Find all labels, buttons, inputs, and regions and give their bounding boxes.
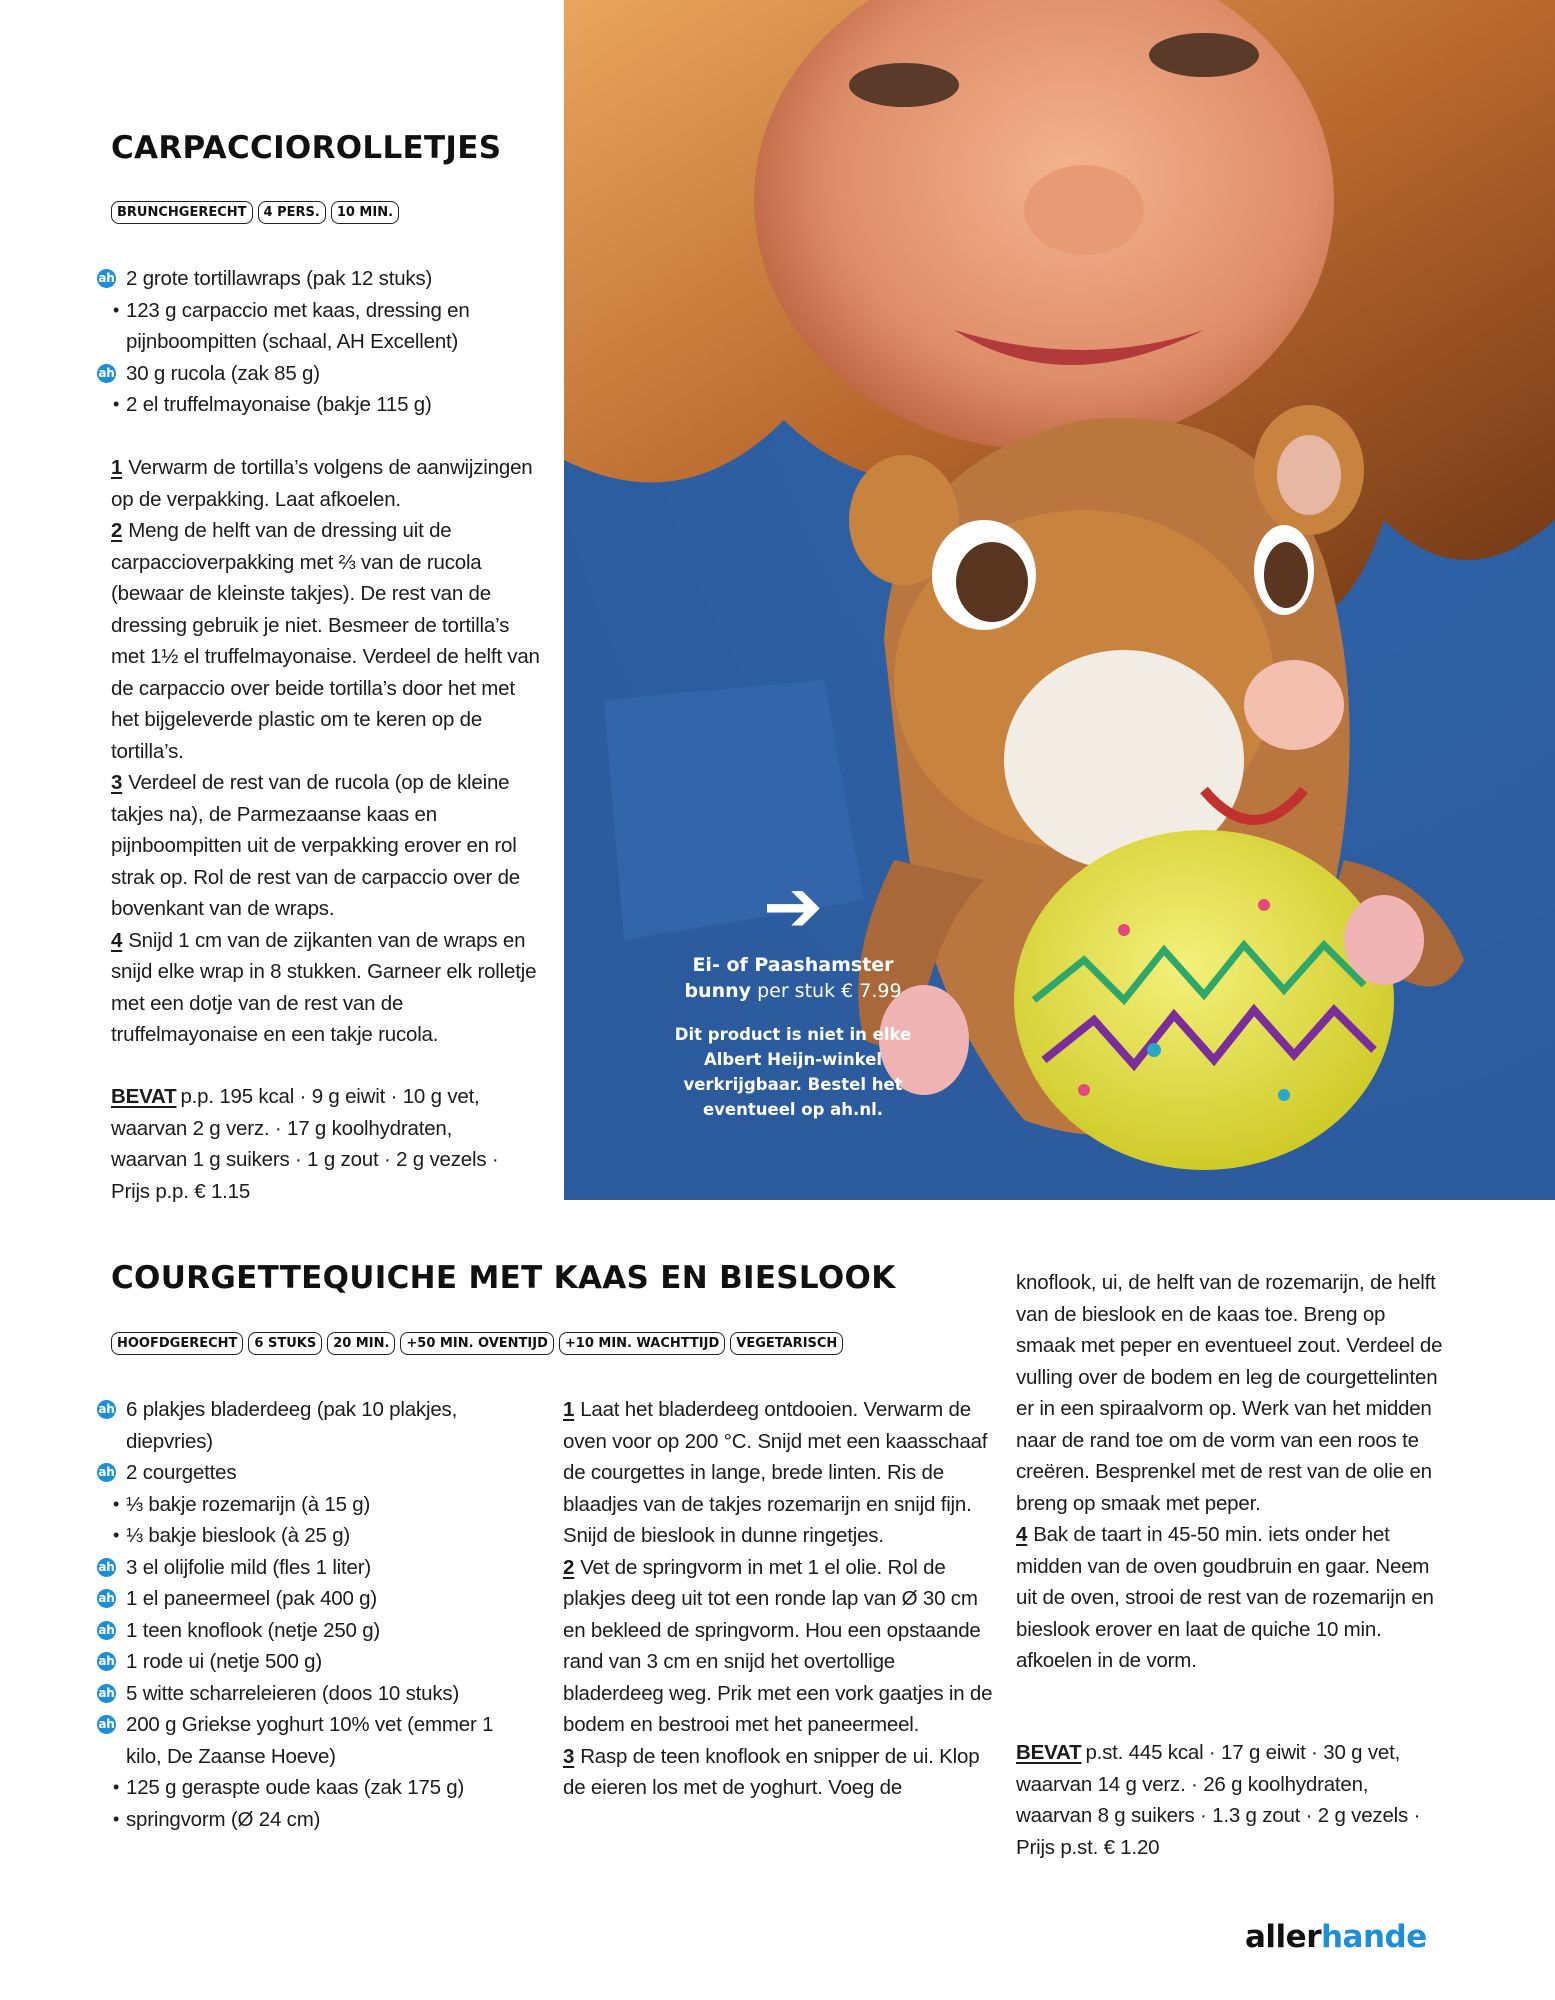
ah-logo-icon: ah — [97, 1684, 116, 1703]
step: 1 Laat het bladerdeeg ontdooien. Verwarm de oven voor op 200 °C. Snijd met een kaasschaaf de courgettes in lange, brede linten. Ris de blaadjes van de takjes rozemarijn en snijd fijn. Snijd de bieslook in dunne ringetjes. — [563, 1398, 988, 1547]
tag: 4 PERS. — [258, 201, 326, 224]
step: 4 Snijd 1 cm van de zijkanten van de wraps en snijd elke wrap in 8 stukken. Garneer elk rolletje met een dotje van de rest van de truffelmayonaise en een takje rucola. — [111, 928, 537, 1046]
ah-logo-icon: ah — [97, 1621, 116, 1640]
ah-logo-icon: ah — [97, 1463, 116, 1482]
tag: BRUNCHGERECHT — [111, 201, 253, 224]
ingredient: • springvorm (Ø 24 cm) — [111, 1804, 511, 1836]
step: 2 Vet de springvorm in met 1 el olie. Rol de plakjes deeg uit tot een ronde lap van Ø 30 cm en bekleed de springvorm. Hou een opstaande rand van 3 cm en snijd het overtollige bladerdeeg weg. Prik met een vork gaatjes in de bodem en bestrooi met het paneermeel. — [563, 1555, 993, 1736]
tag: VEGETARISCH — [730, 1332, 843, 1355]
ingredient: • 2 el truffelmayonaise (bakje 115 g) — [111, 389, 531, 421]
ingredient: ah 1 teen knoflook (netje 250 g) — [98, 1618, 381, 1642]
recipe1-tags — [111, 201, 399, 224]
ingredient: ah 2 courgettes — [98, 1461, 237, 1484]
step: 3 Verdeel de rest van de rucola (op de kleine takjes na), de Parmezaanse kaas en pijnboompitten uit de verpakking erover en rol strak op. Rol de rest van de carpaccio over de bovenkant van de wraps. — [111, 771, 520, 920]
ingredient: • 125 g geraspte oude kaas (zak 175 g) — [111, 1772, 511, 1804]
ingredient: ah 5 witte scharreleieren (doos 10 stuks) — [98, 1681, 460, 1705]
allerhande-logo: allerhande — [1245, 1919, 1427, 1955]
recipe1-nutrition: BEVAT p.p. 195 kcal · 9 g eiwit · 10 g vet, waarvan 2 g verz. · 17 g koolhydraten, waarvan 1 g suikers · 1 g zout · 2 g vezels · Prijs p.p. € 1.15 — [111, 1085, 499, 1203]
ingredient: • ⅓ bakje rozemarijn (à 15 g) — [111, 1489, 511, 1521]
ingredient: • ⅓ bakje bieslook (à 25 g) — [111, 1520, 511, 1552]
ah-logo-icon: ah — [97, 364, 116, 383]
recipe2-nutrition: BEVAT p.st. 445 kcal · 17 g eiwit · 30 g vet, waarvan 14 g verz. · 26 g koolhydraten, waarvan 8 g suikers · 1.3 g zout · 2 g vezels · Prijs p.st. € 1.20 — [1016, 1741, 1421, 1859]
recipe2-tags — [111, 1332, 843, 1355]
step: 1 Verwarm de tortilla’s volgens de aanwijzingen op de verpakking. Laat afkoelen. — [111, 456, 533, 511]
ingredient: ah 6 plakjes bladerdeeg (pak 10 plakjes, diepvries) — [98, 1398, 458, 1453]
ingredient: ah 3 el olijfolie mild (fles 1 liter) — [98, 1555, 371, 1579]
tag: +50 MIN. OVENTIJD — [400, 1332, 553, 1355]
product-note: Dit product is niet in elke Albert Heijn-winkel verkrijgbaar. Bestel het eventueel op ah.nl. — [674, 1025, 912, 1119]
tag: 20 MIN. — [327, 1332, 395, 1355]
product-caption — [668, 864, 918, 1122]
tag: +10 MIN. WACHTTIJD — [559, 1332, 725, 1355]
ah-logo-icon: ah — [97, 1558, 116, 1577]
ah-logo-icon: ah — [97, 1715, 116, 1734]
step: 3 Rasp de teen knoflook en snipper de ui. Klop de eieren los met de yoghurt. Voeg de — [563, 1744, 980, 1799]
ah-logo-icon: ah — [97, 1589, 116, 1608]
step: 2 Meng de helft van de dressing uit de carpaccioverpakking met ⅔ van de rucola (bewaar de kleinste takjes). De rest van de dressing gebruik je niet. Besmeer de tortilla’s met 1½ el truffelmayonaise. Verdeel de helft van de carpaccio over beide tortilla’s door het met het bijgeleverde plastic om te keren op de tortilla’s. — [111, 519, 540, 763]
recipe1-ingredients — [98, 263, 531, 421]
ingredient: ah 1 rode ui (netje 500 g) — [98, 1650, 322, 1673]
recipe2-steps-col1 — [563, 1394, 993, 1804]
ingredient: ah 30 g rucola (zak 85 g) — [98, 361, 320, 385]
step: 4 Bak de taart in 45-50 min. iets onder het midden van de oven goudbruin en gaar. Neem uit de oven, strooi de rest van de rozemarijn en bieslook erover en laat de quiche 10 min. afkoelen in de vorm. — [1016, 1523, 1434, 1672]
recipe2-title: COURGETTEQUICHE MET KAAS EN BIESLOOK — [111, 1260, 896, 1296]
ah-logo-icon: ah — [97, 1400, 116, 1419]
recipe2-steps-col2 — [1016, 1267, 1446, 1677]
ingredient: ah 1 el paneermeel (pak 400 g) — [98, 1587, 378, 1610]
ingredient: ah 200 g Griekse yoghurt 10% vet (emmer 1 kilo, De Zaanse Hoeve) — [98, 1713, 494, 1768]
arrow-right-icon: ➔ — [762, 864, 824, 948]
ingredient: • 123 g carpaccio met kaas, dressing en pijnboompitten (schaal, AH Excellent) — [111, 295, 531, 358]
tag: HOOFDGERECHT — [111, 1332, 243, 1355]
step: knoflook, ui, de helft van de rozemarijn, de helft van de bieslook en de kaas toe. Breng op smaak met peper en eventueel zout. Verdeel de vulling over de bodem en leg de courgettelinten er in een spiraalvorm op. Werk van het midden naar de rand toe om de vorm van een roos te creëren. Besprenkel met de rest van de olie en breng op smaak met peper. — [1016, 1271, 1443, 1515]
recipe1-steps — [111, 452, 541, 1051]
product-name: Ei- of Paashamster bunny per stuk € 7.99 — [684, 954, 902, 1002]
recipe2-ingredients — [98, 1394, 511, 1835]
ah-logo-icon: ah — [97, 269, 116, 288]
ah-logo-icon: ah — [97, 1652, 116, 1671]
tag: 10 MIN. — [331, 201, 399, 224]
ingredient: ah 2 grote tortillawraps (pak 12 stuks) — [98, 267, 433, 290]
recipe1-title: CARPACCIOROLLETJES — [111, 130, 502, 166]
tag: 6 STUKS — [248, 1332, 322, 1355]
